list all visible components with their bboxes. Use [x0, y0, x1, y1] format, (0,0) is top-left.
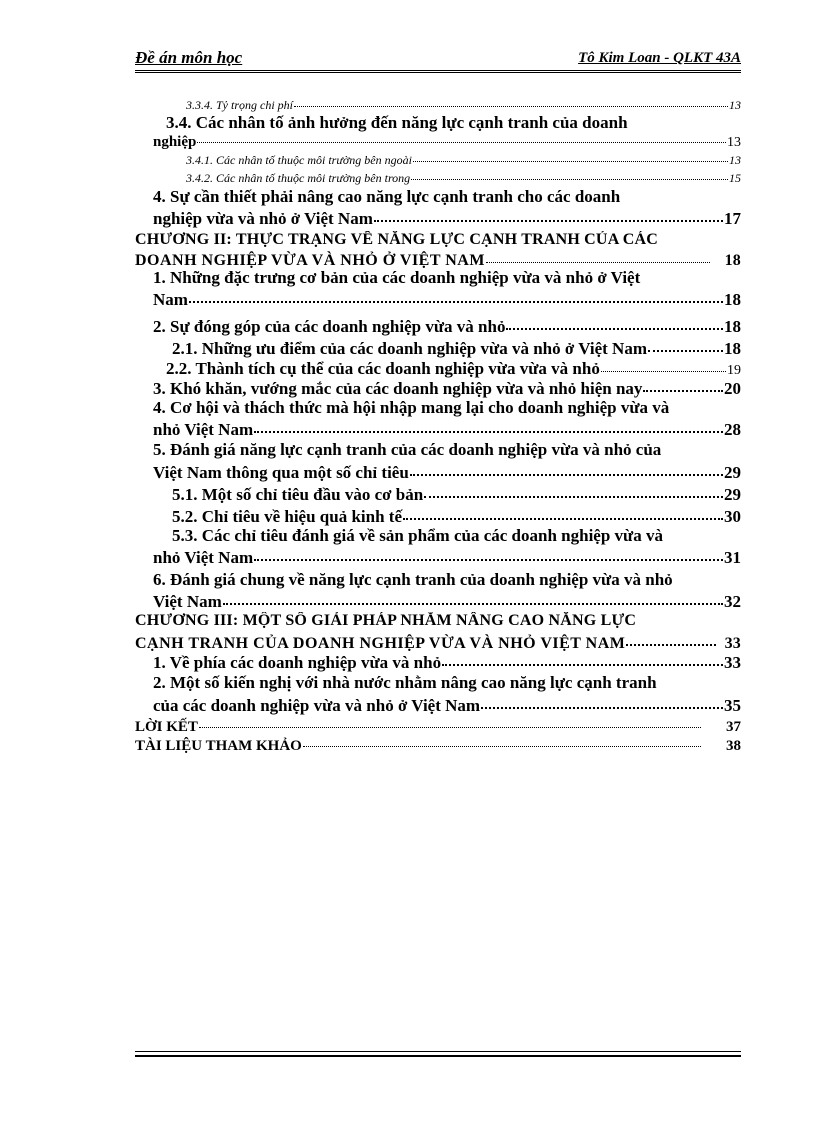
toc-entry-title-cont: Việt Nam thông qua một số chỉ tiêu: [153, 463, 409, 483]
toc-chapter-title-cont: DOANH NGHIỆP VỪA VÀ NHỎ Ở VIỆT NAM: [135, 252, 485, 270]
toc-page-number: 35: [724, 696, 741, 716]
toc-entry-title: LỜI KẾT: [135, 718, 198, 735]
toc-entry-title: 1. Về phía các doanh nghiệp vừa và nhỏ: [153, 653, 442, 673]
toc-leader: [413, 150, 728, 162]
toc-leader: [294, 95, 728, 107]
toc-leader: [223, 587, 723, 604]
toc-entry[interactable]: [153, 651, 741, 673]
toc-page-number: 13: [727, 134, 741, 150]
toc-page-number: 13: [729, 152, 741, 167]
toc-entry-title-cont: nghiệp vừa và nhỏ ở Việt Nam: [153, 209, 373, 229]
toc-page-number: 29: [724, 463, 741, 483]
toc-entry[interactable]: [172, 505, 741, 527]
toc-leader: [411, 168, 728, 180]
toc-leader: [601, 355, 726, 371]
toc-chapter-first-line[interactable]: [135, 231, 741, 249]
toc-leader: [506, 312, 723, 329]
toc-leader: [486, 248, 710, 263]
toc-entry-title: 5. Đánh giá năng lực cạnh tranh của các doanh nghiệp vừa và nhỏ của: [153, 440, 662, 459]
toc-leader: [199, 714, 701, 729]
toc-entry-title: 2. Một số kiến nghị với nhà nước nhằm nâng cao năng lực cạnh tranh: [153, 673, 657, 692]
toc-entry-title: 5.1. Một số chỉ tiêu đầu vào cơ bản: [172, 485, 424, 505]
toc-page-number: 18: [724, 317, 741, 337]
toc-entry-title-cont: nhỏ Việt Nam: [153, 548, 254, 568]
toc-leader: [189, 285, 723, 302]
toc-entry-title-cont: nhỏ Việt Nam: [153, 420, 254, 440]
toc-leader: [626, 630, 715, 646]
toc-chapter-title: CHƯƠNG III: MỘT SỐ GIẢI PHÁP NHẰM NÂNG CAO NĂNG LỰC: [135, 612, 637, 629]
toc-leader: [424, 480, 723, 497]
toc-entry[interactable]: [186, 170, 741, 186]
header-course-title: Đề án môn học: [135, 48, 243, 67]
toc-leader: [254, 415, 723, 432]
toc-entry[interactable]: [135, 735, 741, 755]
toc-entry-title: 3.4. Các nhân tố ảnh hưởng đến năng lực cạnh tranh của doanh: [166, 113, 628, 132]
toc-entry-title: 5.2. Chỉ tiêu về hiệu quả kinh tế: [172, 507, 403, 527]
toc-page-number: 15: [729, 170, 741, 185]
toc-entry-title-cont: của các doanh nghiệp vừa và nhỏ ở Việt Nam: [153, 696, 481, 716]
toc-entry[interactable]: [153, 590, 741, 612]
footer-rule: [135, 1051, 741, 1057]
toc-page-number: 18: [724, 290, 741, 310]
toc-entry-title-cont: Nam: [153, 290, 188, 310]
toc-chapter-first-line[interactable]: [135, 612, 741, 630]
toc-entry-title: 4. Cơ hội và thách thức mà hội nhập mang lại cho doanh nghiệp vừa và: [153, 398, 670, 417]
toc-entry-title: 3.4.2. Các nhân tố thuộc môi trường bên trong: [186, 170, 411, 185]
toc-page-number: 17: [724, 209, 741, 229]
toc-leader: [197, 129, 726, 144]
toc-entry[interactable]: [153, 418, 741, 440]
toc-chapter-title-cont: CẠNH TRANH CỦA DOANH NGHIỆP VỪA VÀ NHỎ VIỆT NAM: [135, 635, 626, 653]
toc-page-number: 33: [724, 653, 741, 673]
toc-entry-title: 2.1. Những ưu điểm của các doanh nghiệp vừa và nhỏ ở Việt Nam: [172, 339, 647, 359]
toc-chapter-title: CHƯƠNG II: THỰC TRẠNG VỀ NĂNG LỰC CẠNH TRANH CỦA CÁC: [135, 231, 659, 248]
toc-entry[interactable]: [153, 207, 741, 229]
toc-page-number: 18: [724, 252, 741, 270]
header-author: Tô Kim Loan - QLKT 43A: [578, 50, 741, 66]
toc-page-number: 32: [724, 592, 741, 612]
toc-leader: [403, 502, 723, 519]
toc-leader: [442, 648, 723, 665]
toc-leader: [410, 458, 723, 475]
toc-leader: [481, 691, 723, 708]
toc-entry[interactable]: [186, 97, 741, 113]
toc-entry[interactable]: [186, 152, 741, 168]
toc-leader: [643, 374, 723, 391]
toc-entry-title: 2. Sự đóng góp của các doanh nghiệp vừa và nhỏ: [153, 317, 506, 337]
toc-entry[interactable]: [153, 288, 741, 310]
toc-leader: [303, 733, 701, 748]
toc-page-number: 28: [724, 420, 741, 440]
toc-entry[interactable]: [153, 131, 741, 151]
toc-entry[interactable]: [153, 546, 741, 568]
toc-leader: [254, 543, 723, 560]
toc-entry-title: 2.2. Thành tích cụ thể của các doanh nghiệp vừa vừa và nhỏ: [166, 359, 600, 379]
toc-entry-title: 3. Khó khăn, vướng mắc của các doanh nghiệp vừa và nhỏ hiện nay: [153, 379, 643, 399]
toc-page-number: 19: [727, 363, 741, 379]
toc-entry-title: 4. Sự cần thiết phải nâng cao năng lực cạnh tranh cho các doanh: [153, 187, 621, 206]
toc-page-number: 33: [724, 635, 741, 653]
toc-entry-title: 5.3. Các chỉ tiêu đánh giá về sản phẩm của các doanh nghiệp vừa và: [172, 526, 663, 545]
toc-entry-title: 1. Những đặc trưng cơ bản của các doanh nghiệp vừa và nhỏ ở Việt: [153, 268, 641, 287]
toc-page-number: 30: [724, 507, 741, 527]
page-header: [135, 48, 741, 73]
toc-entry-title-cont: Việt Nam: [153, 592, 222, 612]
toc-entry-title: TÀI LIỆU THAM KHẢO: [135, 737, 302, 754]
toc-entry-title: 3.4.1. Các nhân tố thuộc môi trường bên ngoài: [186, 152, 412, 167]
toc-page-number: 37: [726, 718, 741, 735]
toc-entry-title: 6. Đánh giá chung về năng lực cạnh tranh của doanh nghiệp vừa và nhỏ: [153, 570, 673, 589]
toc-page-number: 18: [724, 339, 741, 359]
toc-entry-title: 3.3.4. Tỷ trọng chi phí: [186, 97, 293, 112]
toc-page-number: 29: [724, 485, 741, 505]
toc-leader: [374, 204, 723, 221]
toc-entry-title-cont: nghiệp: [153, 133, 197, 150]
toc-entry-first-line[interactable]: [153, 440, 741, 460]
toc-page-number: 20: [724, 379, 741, 399]
toc-page-number: 13: [729, 97, 741, 112]
toc-page-number: 38: [726, 737, 741, 754]
toc-entry-first-line[interactable]: [153, 673, 741, 693]
toc-page-number: 31: [724, 548, 741, 568]
toc-leader: [648, 334, 723, 351]
toc-entry[interactable]: [153, 377, 741, 399]
